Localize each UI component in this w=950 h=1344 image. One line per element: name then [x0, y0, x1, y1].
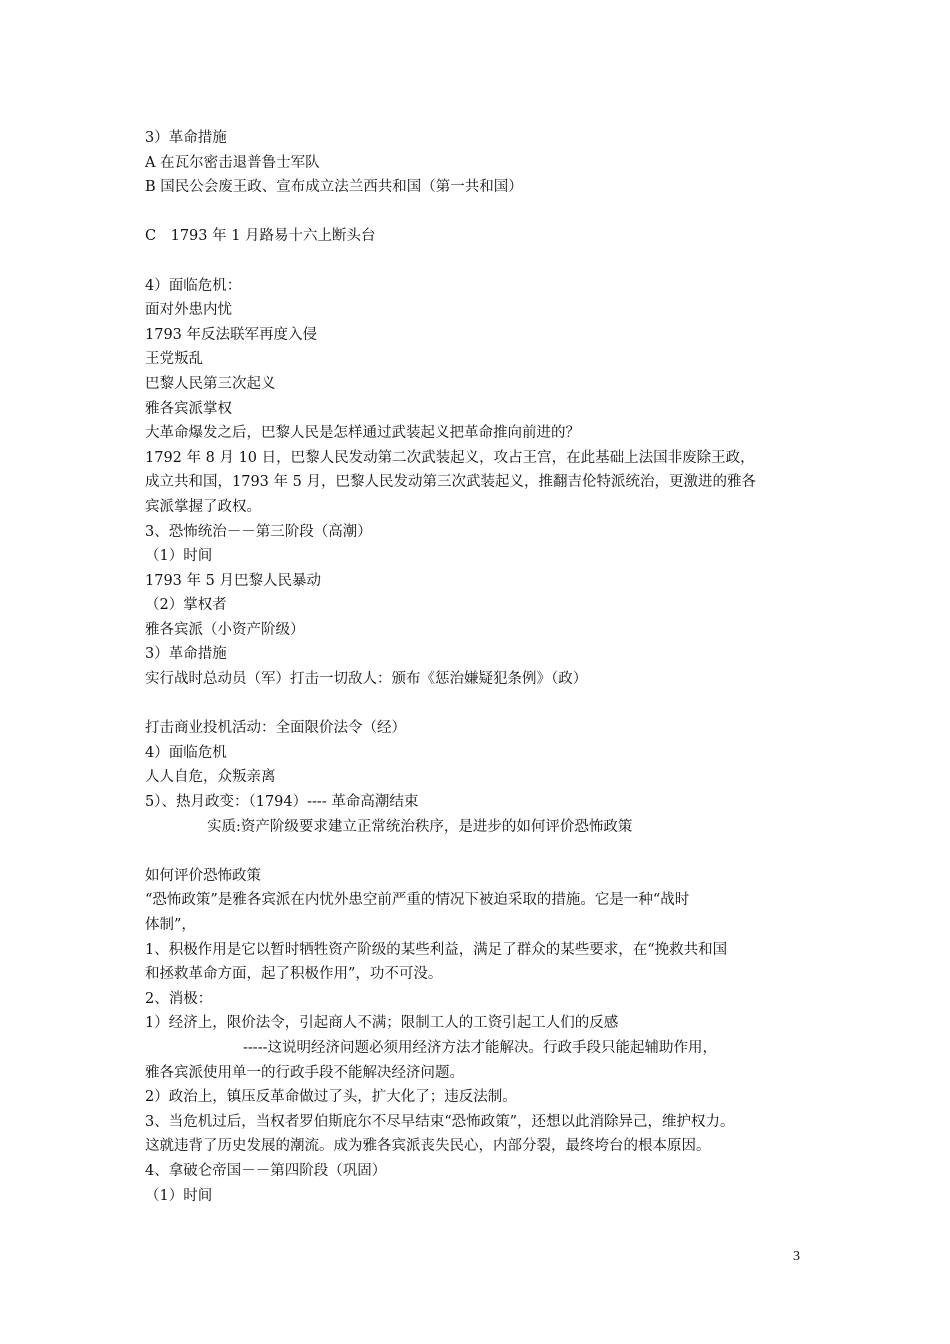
text-line: 5）、热月政变：（1794）---- 革命高潮结束 — [145, 794, 419, 811]
text-line: 实行战时总动员（军）打击一切敌人：颁布《惩治嫌疑犯条例》（政） — [145, 671, 588, 688]
text-line: 雅各宾派掌权 — [145, 400, 232, 417]
text-line-indented: 实质:资产阶级要求建立正常统治秩序，是进步的如何评价恐怖政策 — [207, 818, 633, 835]
text-line: 巴黎人民第三次起义 — [145, 375, 276, 392]
text-line: 1793 年反法联军再度入侵 — [145, 326, 318, 343]
text-line: 4）面临危机： — [145, 277, 242, 294]
text-line: （1）时间 — [145, 1187, 213, 1204]
section-heading: 3、恐怖统治－－第三阶段（高潮） — [145, 523, 372, 540]
section-heading: 如何评价恐怖政策 — [145, 867, 261, 884]
text-line: 1、积极作用是它以暂时牺牲资产阶级的某些利益，满足了群众的某些要求，在“挽救共和国 — [145, 941, 728, 958]
text-line: 3）革命措施 — [145, 130, 227, 146]
text-line: 这就违背了历史发展的潮流。成为雅各宾派丧失民心，内部分裂，最终垮台的根本原因。 — [145, 1138, 711, 1155]
section-heading: 4、拿破仑帝国－－第四阶段（巩固） — [145, 1162, 387, 1179]
text-line: 面对外患内忧 — [145, 302, 232, 319]
text-line: 2、消极： — [145, 990, 213, 1007]
text-line: 1792 年 8 月 10 日，巴黎人民发动第二次武装起义，攻占王宫，在此基础上法国非废除王政， — [145, 449, 755, 466]
text-line: 体制”， — [145, 917, 196, 933]
blank-line — [145, 249, 815, 274]
text-line-indented: -----这说明经济问题必须用经济方法才能解决。行政手段只能起辅助作用， — [243, 1039, 717, 1056]
blank-line — [145, 839, 815, 864]
text-line: 雅各宾派使用单一的行政手段不能解决经济问题。 — [145, 1064, 464, 1081]
text-line: 大革命爆发之后，巴黎人民是怎样通过武装起义把革命推向前进的？ — [145, 425, 580, 442]
text-line: 和拯救革命方面，起了积极作用”，功不可没。 — [145, 966, 443, 983]
blank-line — [145, 692, 815, 717]
text-line: 人人自危，众叛亲离 — [145, 769, 276, 786]
document-body — [145, 126, 815, 1208]
page-number: 3 — [793, 1249, 800, 1264]
text-line: 3）革命措施 — [145, 646, 227, 663]
text-line: B 国民公会废王政、宣布成立法兰西共和国（第一共和国） — [145, 179, 523, 196]
text-line: 成立共和国，1793 年 5 月，巴黎人民发动第三次武装起义，推翻吉伦特派统治，更激进的雅各 — [145, 474, 756, 491]
text-line: 1）经济上，限价法令，引起商人不满；限制工人的工资引起工人们的反感 — [145, 1015, 619, 1032]
text-line: 4）面临危机 — [145, 744, 227, 761]
text-line: “恐怖政策”是雅各宾派在内忧外患空前严重的情况下被迫采取的措施。它是一种“战时 — [145, 892, 690, 909]
text-line: 王党叛乱 — [145, 351, 203, 368]
text-line: 宾派掌握了政权。 — [145, 498, 261, 515]
text-line: 3、当危机过后，当权者罗伯斯庇尔不尽早结束“恐怖政策”，还想以此消除异己，维护权力。 — [145, 1113, 735, 1130]
text-line: A 在瓦尔密击退普鲁士军队 — [145, 154, 320, 171]
text-line: 雅各宾派（小资产阶级） — [145, 621, 305, 638]
blank-line — [145, 200, 815, 225]
text-line: （1）时间 — [145, 548, 213, 565]
text-line: （2）掌权者 — [145, 597, 227, 614]
text-line: 打击商业投机活动：全面限价法令（经） — [145, 720, 406, 737]
text-line: C 1793 年 1 月路易十六上断头台 — [145, 228, 376, 245]
text-line: 1793 年 5 月巴黎人民暴动 — [145, 572, 321, 589]
text-line: 2）政治上，镇压反革命做过了头，扩大化了；违反法制。 — [145, 1089, 517, 1106]
